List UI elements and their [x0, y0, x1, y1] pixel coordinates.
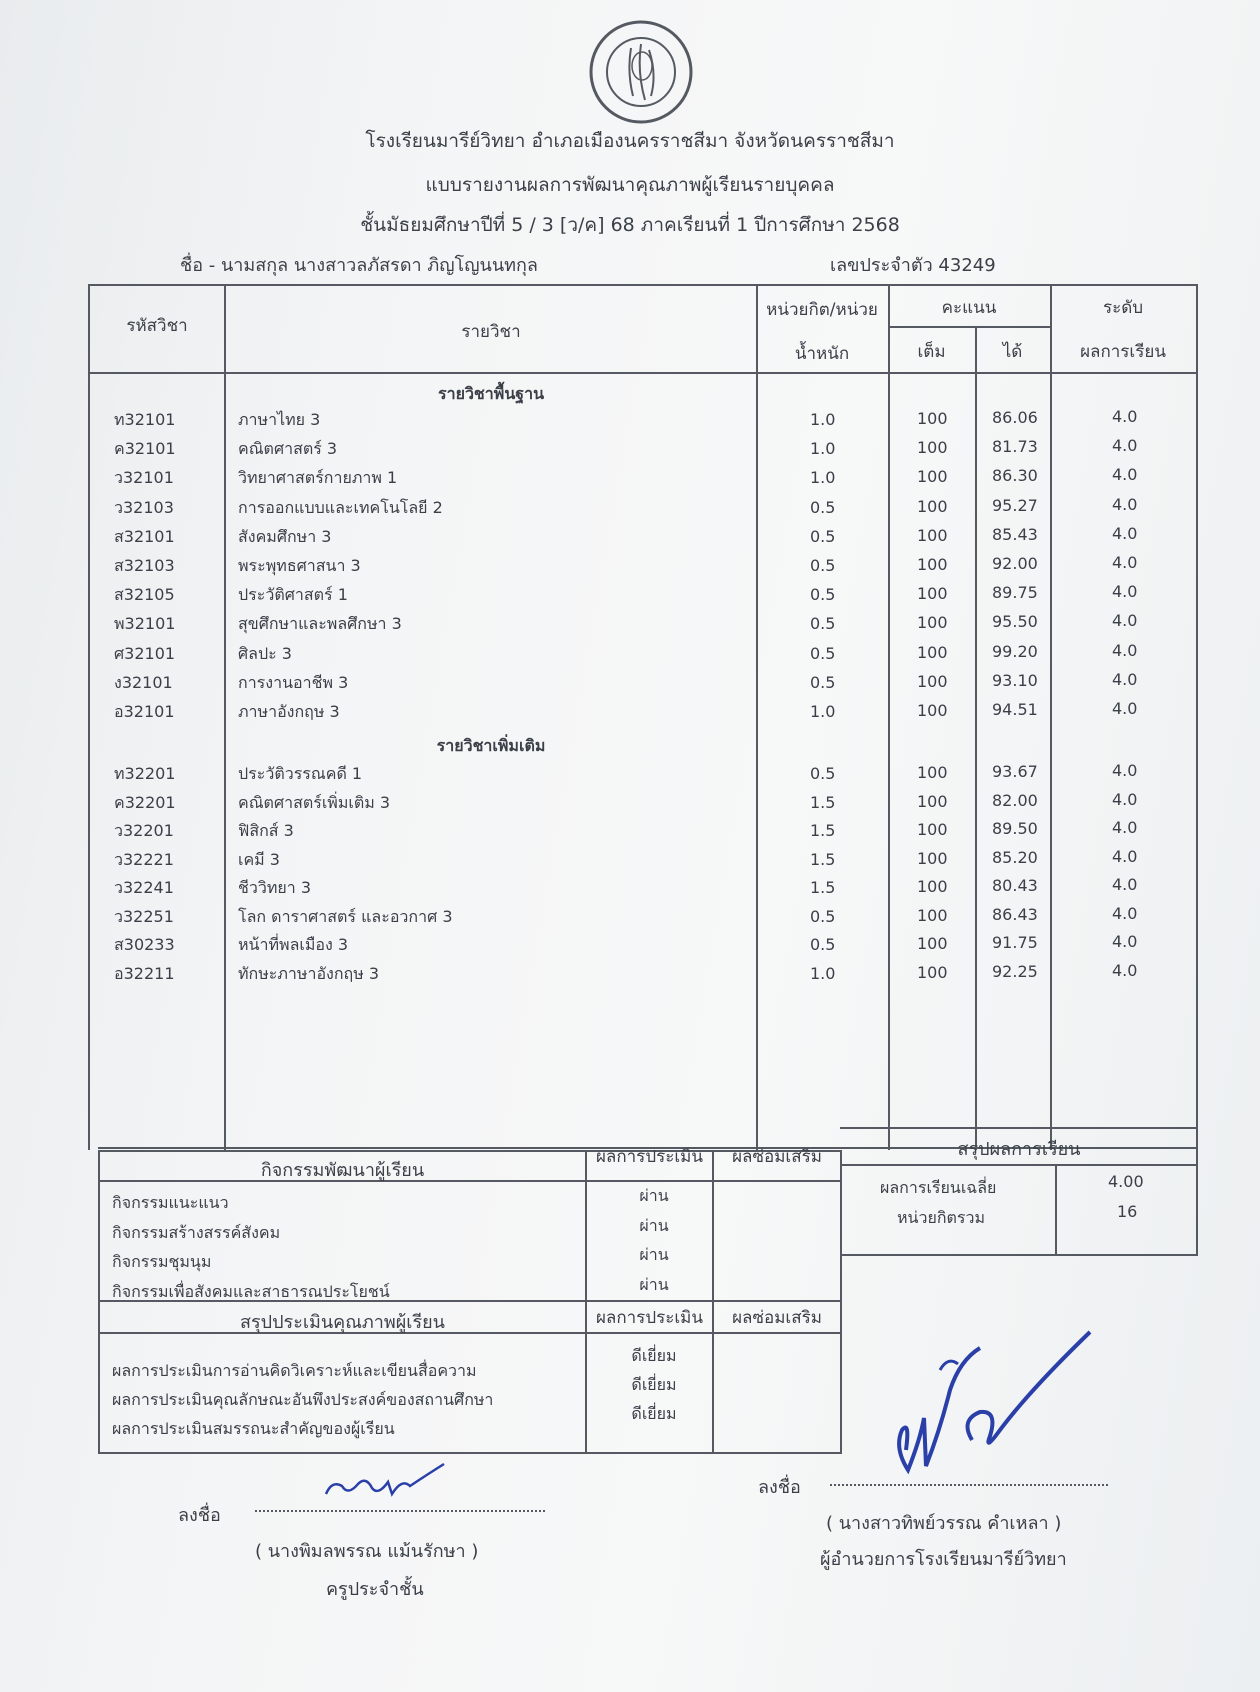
subject-got-score: 91.75 — [992, 933, 1038, 952]
subject-code: พ32101 — [114, 614, 176, 634]
subject-code: ว32241 — [114, 878, 174, 897]
subject-name: ศิลปะ 3 — [238, 643, 292, 663]
eval-result: ดีเยี่ยม — [631, 1375, 677, 1394]
school-seal-icon — [587, 18, 695, 126]
col-header-credit-weight: น้ำหนัก — [794, 344, 850, 364]
subject-credit: 0.5 — [810, 556, 836, 575]
eval-result: ผ่าน — [639, 1186, 669, 1205]
subject-full-score: 100 — [917, 409, 948, 428]
subject-name: ฟิสิกส์ 3 — [238, 821, 294, 840]
subject-name: โลก ดาราศาสตร์ และอวกาศ 3 — [238, 906, 453, 926]
subject-name: วิทยาศาสตร์กายภาพ 1 — [238, 468, 398, 488]
eval-result: ผ่าน — [639, 1274, 669, 1294]
subject-full-score: 100 — [917, 791, 948, 811]
gpa-value: 4.00 — [1108, 1172, 1144, 1191]
subject-got-score: 99.20 — [992, 641, 1038, 661]
section-basic: รายวิชาพื้นฐาน — [437, 384, 544, 403]
section-extra: รายวิชาเพิ่มเติม — [436, 736, 546, 755]
subject-credit: 0.5 — [810, 526, 836, 546]
class-line: ชั้นมัธยมศึกษาปีที่ 5 / 3 [ว/ค] 68 ภาคเรียนที่ 1 ปีการศึกษา 2568 — [360, 214, 900, 236]
subject-grade: 4.0 — [1112, 761, 1138, 780]
subject-got-score: 86.06 — [992, 408, 1038, 427]
subject-full-score: 100 — [917, 584, 948, 604]
credits-label: หน่วยกิตรวม — [897, 1208, 986, 1227]
credits-value: 16 — [1117, 1202, 1138, 1221]
subject-name: การออกแบบและเทคโนโลยี 2 — [238, 497, 443, 517]
subject-name: ประวัติวรรณคดี 1 — [238, 764, 363, 783]
eval-name: กิจกรรมแนะแนว — [112, 1193, 229, 1212]
subject-grade: 4.0 — [1112, 789, 1138, 809]
subject-code: ว32221 — [114, 849, 174, 869]
col-header-level-result: ผลการเรียน — [1080, 342, 1166, 362]
col-header-got: ได้ — [1002, 342, 1023, 362]
subject-code: ค32201 — [114, 792, 176, 812]
subject-grade: 4.0 — [1112, 523, 1138, 543]
subject-credit: 1.0 — [810, 702, 836, 721]
subject-full-score: 100 — [917, 962, 948, 982]
subject-grade: 4.0 — [1112, 553, 1138, 572]
subject-full-score: 100 — [917, 763, 948, 782]
col-header-full: เต็ม — [917, 342, 946, 362]
subject-code: ว32201 — [114, 821, 174, 840]
subject-code: อ32101 — [114, 702, 175, 721]
subject-name: ทักษะภาษาอังกฤษ 3 — [238, 963, 380, 983]
subject-got-score: 86.30 — [992, 466, 1038, 486]
director-signature-icon — [880, 1320, 1100, 1490]
subject-code: ส32105 — [114, 585, 175, 605]
subject-credit: 1.5 — [810, 792, 836, 812]
subject-code: ว32251 — [114, 906, 174, 926]
subject-grade: 4.0 — [1112, 699, 1138, 718]
subject-full-score: 100 — [917, 613, 948, 633]
subject-code: ส32101 — [114, 526, 175, 546]
col-header-credit: หน่วยกิต/หน่วย — [766, 300, 878, 320]
subject-got-score: 86.43 — [992, 904, 1038, 924]
subject-full-score: 100 — [917, 934, 948, 953]
subject-credit: 0.5 — [810, 614, 836, 634]
subject-grade: 4.0 — [1112, 846, 1138, 866]
subject-credit: 0.5 — [810, 643, 836, 663]
subject-got-score: 89.50 — [992, 819, 1038, 838]
eval-name: กิจกรรมสร้างสรรค์สังคม — [112, 1222, 281, 1242]
subject-grade: 4.0 — [1112, 582, 1138, 602]
subject-full-score: 100 — [917, 467, 948, 487]
subject-code: ว32101 — [114, 468, 174, 488]
subject-full-score: 100 — [917, 555, 948, 574]
school-name: โรงเรียนมารีย์วิทยา อำเภอเมืองนครราชสีมา จังหวัดนครราชสีมา — [365, 130, 895, 152]
subject-full-score: 100 — [917, 642, 948, 662]
subject-got-score: 81.73 — [992, 437, 1038, 457]
teacher-sign-label: ลงชื่อ — [178, 1505, 221, 1526]
subject-grade: 4.0 — [1112, 494, 1138, 514]
subject-credit: 1.0 — [810, 439, 836, 459]
subject-credit: 0.5 — [810, 764, 836, 783]
teacher-role: ครูประจำชั้น — [326, 1579, 424, 1600]
subject-credit: 1.5 — [810, 821, 836, 840]
summary-header: สรุปผลการเรียน — [957, 1139, 1081, 1160]
quality-header: สรุปประเมินคุณภาพผู้เรียน — [240, 1312, 445, 1333]
subject-code: ว32103 — [114, 497, 174, 517]
subject-grade: 4.0 — [1112, 436, 1138, 456]
subject-full-score: 100 — [917, 438, 948, 458]
subject-code: ค32101 — [114, 439, 176, 459]
subject-grade: 4.0 — [1112, 465, 1138, 485]
subject-name: สังคมศึกษา 3 — [238, 526, 332, 546]
subject-code: ท32101 — [114, 410, 176, 429]
subject-credit: 1.0 — [810, 468, 836, 488]
eval-name: ผลการประเมินการอ่านคิดวิเคราะห์และเขียนสื่อความ — [112, 1361, 477, 1380]
student-name: ชื่อ - นามสกุล นางสาวลภัสรดา ภิญโญนนทกุล — [180, 255, 538, 276]
subject-grade: 4.0 — [1112, 407, 1138, 426]
subject-code: ส32103 — [114, 556, 175, 575]
subject-got-score: 92.25 — [992, 961, 1038, 981]
subject-grade: 4.0 — [1112, 932, 1138, 951]
eval-name: ผลการประเมินสมรรถนะสำคัญของผู้เรียน — [112, 1419, 395, 1438]
col-header-subject: รายวิชา — [461, 322, 521, 342]
director-sign-label: ลงชื่อ — [758, 1477, 801, 1498]
subject-credit: 1.5 — [810, 849, 836, 869]
subject-credit: 0.5 — [810, 497, 836, 517]
subject-grade: 4.0 — [1112, 960, 1138, 980]
eval-result: ดีเยี่ยม — [631, 1404, 677, 1423]
teacher-signature-icon — [318, 1456, 448, 1516]
subject-name: ประวัติศาสตร์ 1 — [238, 585, 348, 605]
director-name: ( นางสาวทิพย์วรรณ คำเหลา ) — [826, 1513, 1062, 1534]
subject-got-score: 94.51 — [992, 700, 1038, 719]
subject-full-score: 100 — [917, 820, 948, 839]
subject-full-score: 100 — [917, 701, 948, 720]
gpa-label: ผลการเรียนเฉลี่ย — [880, 1178, 997, 1197]
subject-name: เคมี 3 — [238, 849, 280, 869]
subject-got-score: 80.43 — [992, 876, 1038, 895]
subject-got-score: 93.67 — [992, 762, 1038, 781]
subject-got-score: 92.00 — [992, 554, 1038, 573]
col-header-level: ระดับ — [1102, 298, 1144, 318]
eval-result: ผ่าน — [639, 1245, 669, 1264]
subject-full-score: 100 — [917, 496, 948, 516]
subject-name: สุขศึกษาและพลศึกษา 3 — [238, 614, 402, 634]
activities-header: กิจกรรมพัฒนาผู้เรียน — [260, 1160, 425, 1181]
subject-name: หน้าที่พลเมือง 3 — [238, 935, 349, 954]
subject-got-score: 95.27 — [992, 495, 1038, 515]
student-id: เลขประจำตัว 43249 — [830, 255, 996, 276]
subject-code: ส30233 — [114, 935, 175, 954]
activities-result-header: ผลการประเมิน — [595, 1147, 704, 1167]
subject-got-score: 93.10 — [992, 670, 1038, 690]
quality-remedial-header: ผลซ่อมเสริม — [732, 1308, 822, 1328]
subject-got-score: 89.75 — [992, 583, 1038, 603]
col-header-score: คะแนน — [941, 298, 997, 318]
subject-full-score: 100 — [917, 525, 948, 545]
subject-credit: 0.5 — [810, 935, 836, 954]
subject-grade: 4.0 — [1112, 903, 1138, 923]
subject-credit: 0.5 — [810, 906, 836, 926]
subject-name: คณิตศาสตร์เพิ่มเติม 3 — [238, 792, 391, 812]
subject-full-score: 100 — [917, 848, 948, 868]
subject-name: ภาษาอังกฤษ 3 — [238, 702, 340, 721]
subject-got-score: 85.43 — [992, 524, 1038, 544]
eval-result: ดีเยี่ยม — [631, 1346, 677, 1365]
subject-code: ท32201 — [114, 764, 176, 783]
subject-credit: 1.5 — [810, 878, 836, 897]
director-role: ผู้อำนวยการโรงเรียนมารีย์วิทยา — [820, 1549, 1067, 1570]
subject-code: อ32211 — [114, 963, 175, 983]
subject-got-score: 95.50 — [992, 612, 1038, 632]
subject-name: ภาษาไทย 3 — [238, 410, 321, 429]
teacher-name: ( นางพิมลพรรณ แม้นรักษา ) — [255, 1541, 479, 1562]
subject-got-score: 82.00 — [992, 790, 1038, 810]
subject-name: คณิตศาสตร์ 3 — [238, 439, 338, 459]
subject-credit: 1.0 — [810, 963, 836, 983]
subject-code: ง32101 — [114, 672, 173, 692]
subject-grade: 4.0 — [1112, 818, 1138, 837]
eval-result: ผ่าน — [639, 1215, 669, 1235]
subject-grade: 4.0 — [1112, 875, 1138, 894]
subject-credit: 1.0 — [810, 410, 836, 429]
subject-got-score: 85.20 — [992, 847, 1038, 867]
eval-name: ผลการประเมินคุณลักษณะอันพึงประสงค์ของสถานศึกษา — [112, 1390, 494, 1409]
col-header-code: รหัสวิชา — [126, 316, 188, 336]
activities-remedial-header: ผลซ่อมเสริม — [732, 1147, 822, 1167]
subject-credit: 0.5 — [810, 672, 836, 692]
subject-name: ชีววิทยา 3 — [238, 878, 311, 897]
report-title: แบบรายงานผลการพัฒนาคุณภาพผู้เรียนรายบุคคล — [425, 174, 835, 196]
eval-name: กิจกรรมเพื่อสังคมและสาธารณประโยชน์ — [112, 1281, 390, 1301]
subject-credit: 0.5 — [810, 585, 836, 605]
subject-grade: 4.0 — [1112, 640, 1138, 660]
eval-name: กิจกรรมชุมนุม — [112, 1252, 212, 1271]
subject-full-score: 100 — [917, 905, 948, 925]
subject-full-score: 100 — [917, 877, 948, 896]
subject-grade: 4.0 — [1112, 611, 1138, 631]
subject-name: พระพุทธศาสนา 3 — [238, 556, 361, 575]
quality-result-header: ผลการประเมิน — [595, 1308, 704, 1328]
subject-name: การงานอาชีพ 3 — [238, 672, 349, 692]
subject-full-score: 100 — [917, 671, 948, 691]
subject-grade: 4.0 — [1112, 669, 1138, 689]
subject-code: ศ32101 — [114, 643, 176, 663]
